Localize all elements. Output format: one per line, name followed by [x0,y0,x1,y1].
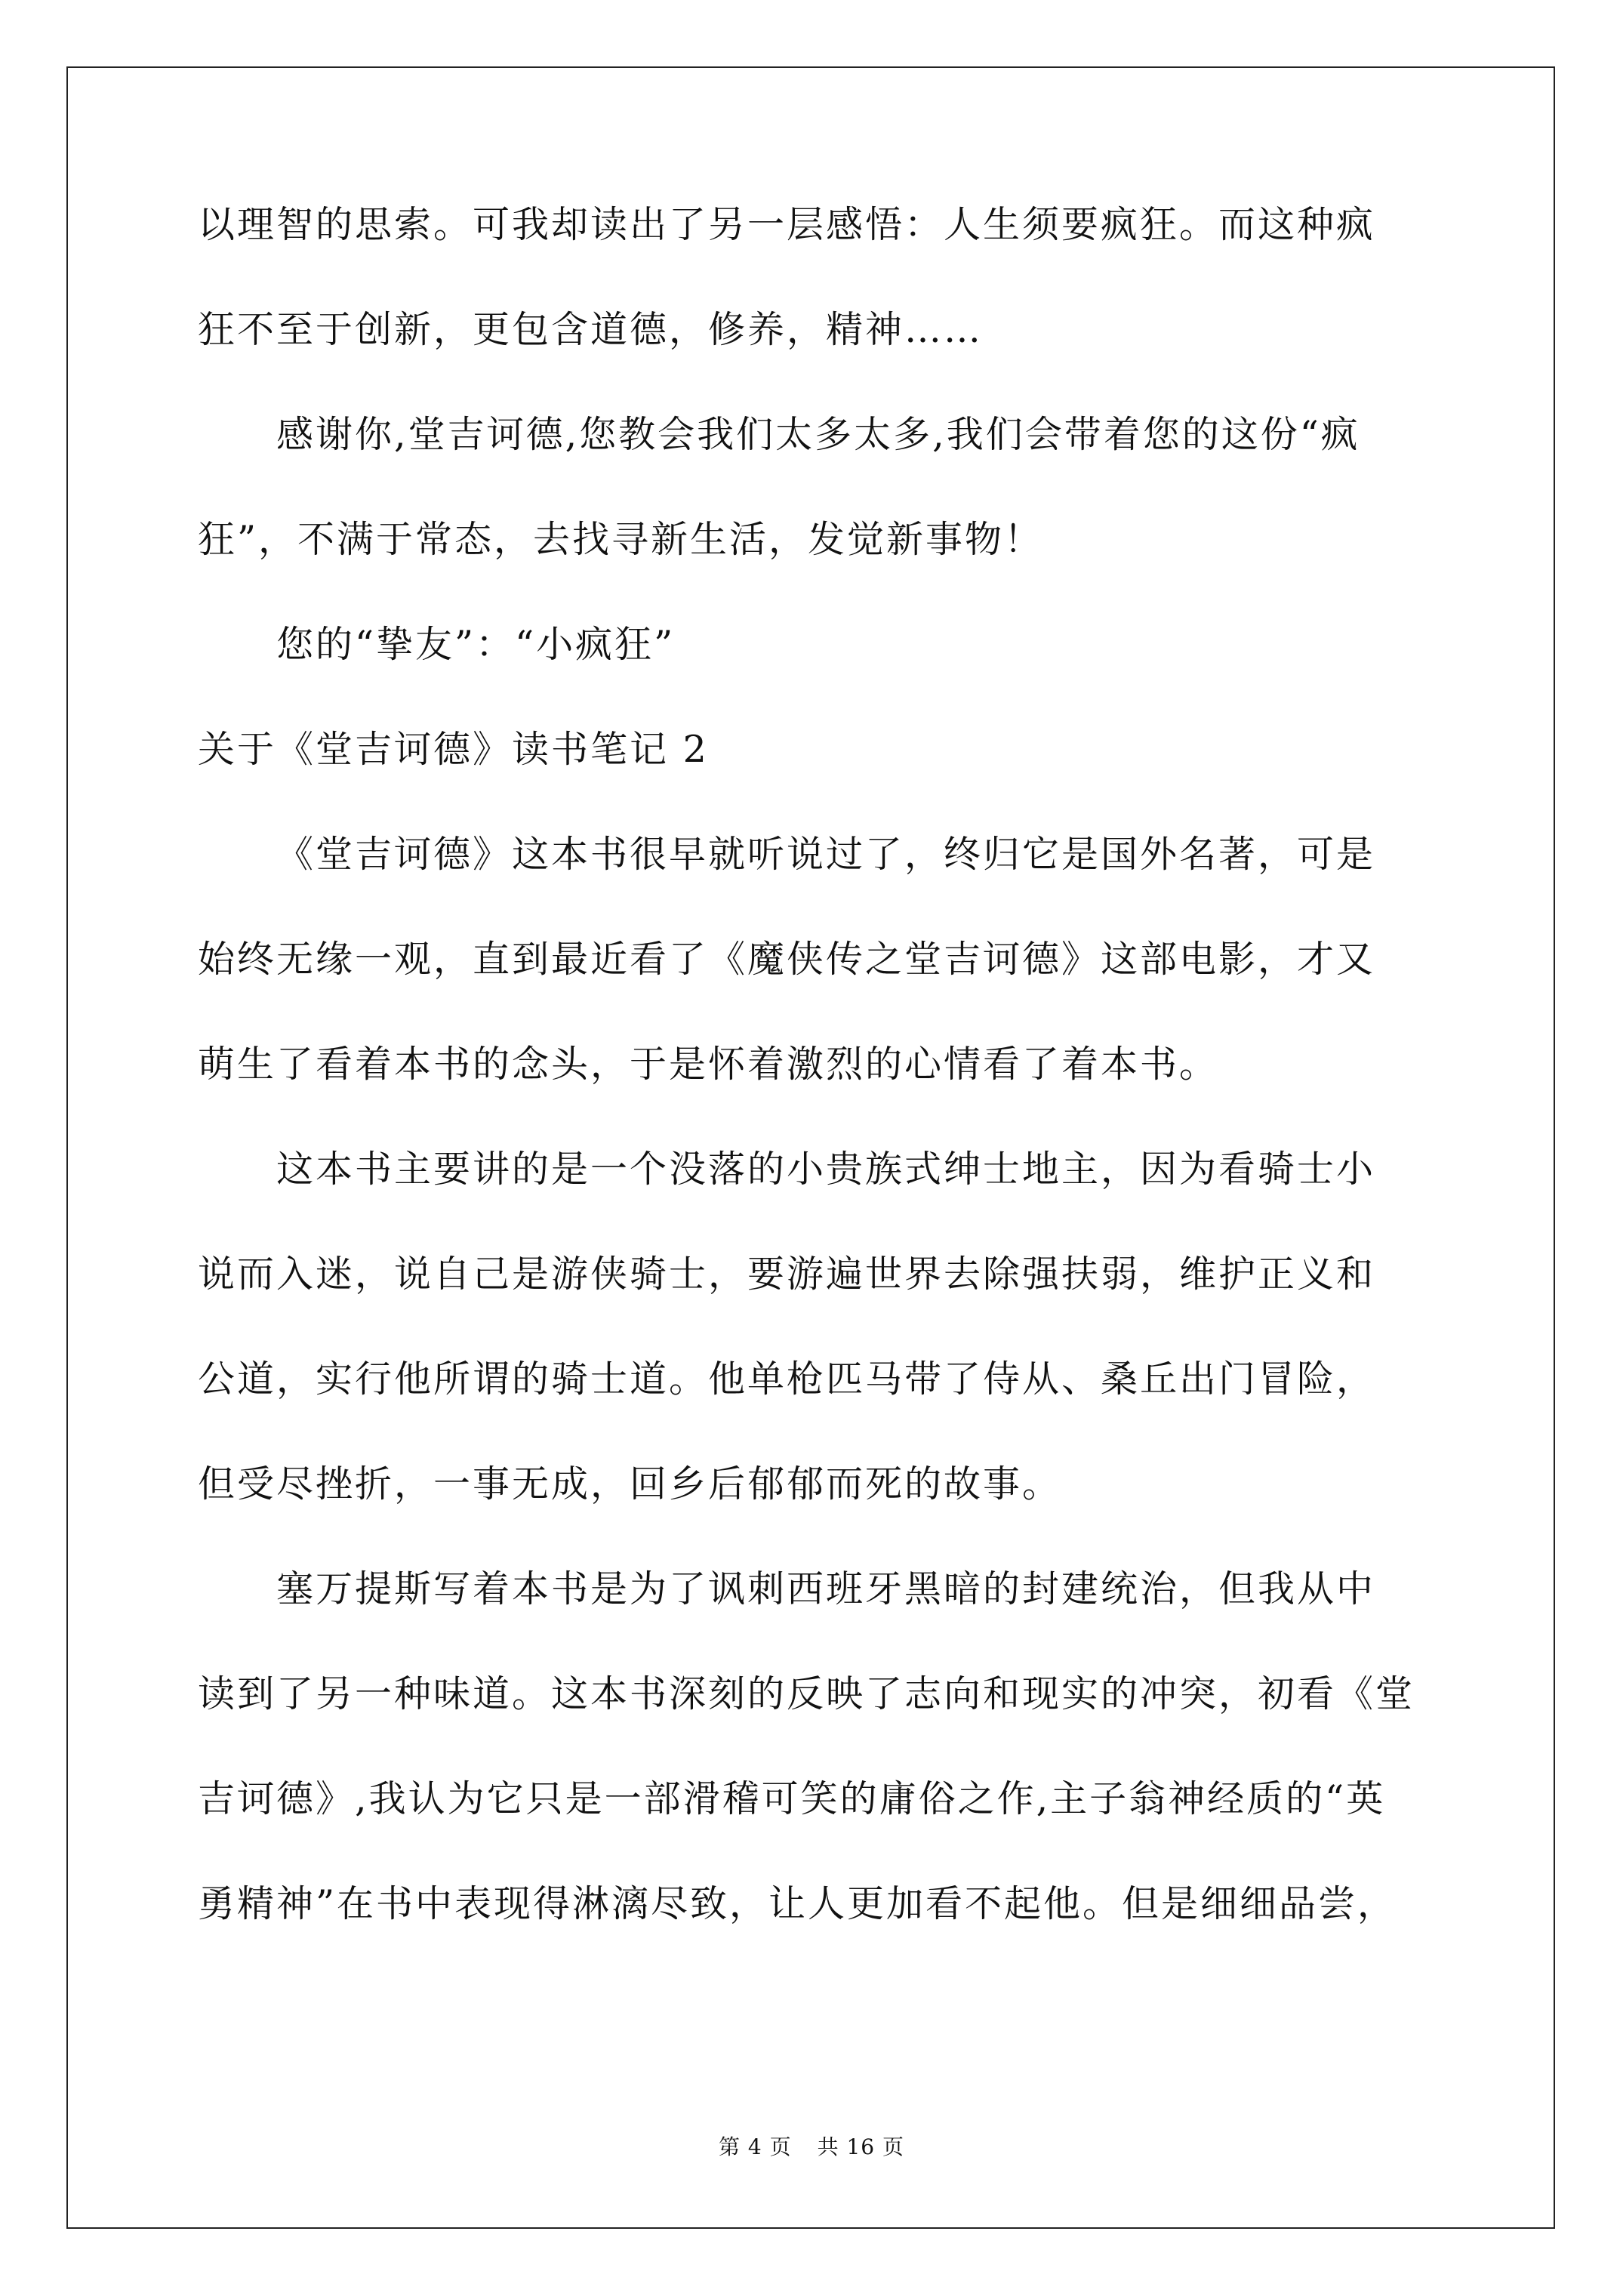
text-line: 始终无缘一观，直到最近看了《魔侠传之堂吉诃德》这部电影，才又 [198,938,1376,981]
text-line: 狂”，不满于常态，去找寻新生活，发觉新事物！ [198,518,1044,561]
page-footer [0,2134,1623,2161]
paragraph-start: 您的“挚友”：“小疯狂” [276,623,676,666]
text-line: 公道，实行他所谓的骑士道。他单枪匹马带了侍从、桑丘出门冒险， [198,1358,1376,1401]
text-line: 狂不至于创新，更包含道德，修养，精神…… [198,308,984,351]
paragraph-start: 这本书主要讲的是一个没落的小贵族式绅士地主，因为看骑士小 [276,1148,1376,1191]
text-line: 吉诃德》,我认为它只是一部滑稽可笑的庸俗之作,主子翁神经质的“英 [198,1777,1386,1820]
text-line: 但受尽挫折，一事无成，回乡后郁郁而死的故事。 [198,1462,1062,1505]
section-heading: 关于《堂吉诃德》读书笔记 2 [198,728,709,771]
page-number: 第 4 页 [718,2134,792,2159]
text-line: 说而入迷，说自己是游侠骑士，要游遍世界去除强扶弱，维护正义和 [198,1253,1376,1296]
text-line: 勇精神”在书中表现得淋漓尽致，让人更加看不起他。但是细细品尝， [198,1882,1397,1925]
paragraph-start: 《堂吉诃德》这本书很早就听说过了，终归它是国外名著，可是 [276,833,1376,876]
text-line: 以理智的思索。可我却读出了另一层感悟：人生须要疯狂。而这种疯 [198,203,1376,246]
page-total: 共 16 页 [817,2134,905,2159]
text-line: 萌生了看着本书的念头，于是怀着激烈的心情看了着本书。 [198,1043,1219,1086]
document-body [198,202,1436,1927]
paragraph-start: 塞万提斯写着本书是为了讽刺西班牙黑暗的封建统治，但我从中 [276,1567,1376,1610]
text-line: 读到了另一种味道。这本书深刻的反映了志向和现实的冲突，初看《堂 [198,1672,1415,1715]
paragraph-start: 感谢你,堂吉诃德,您教会我们太多太多,我们会带着您的这份“疯 [276,413,1360,456]
